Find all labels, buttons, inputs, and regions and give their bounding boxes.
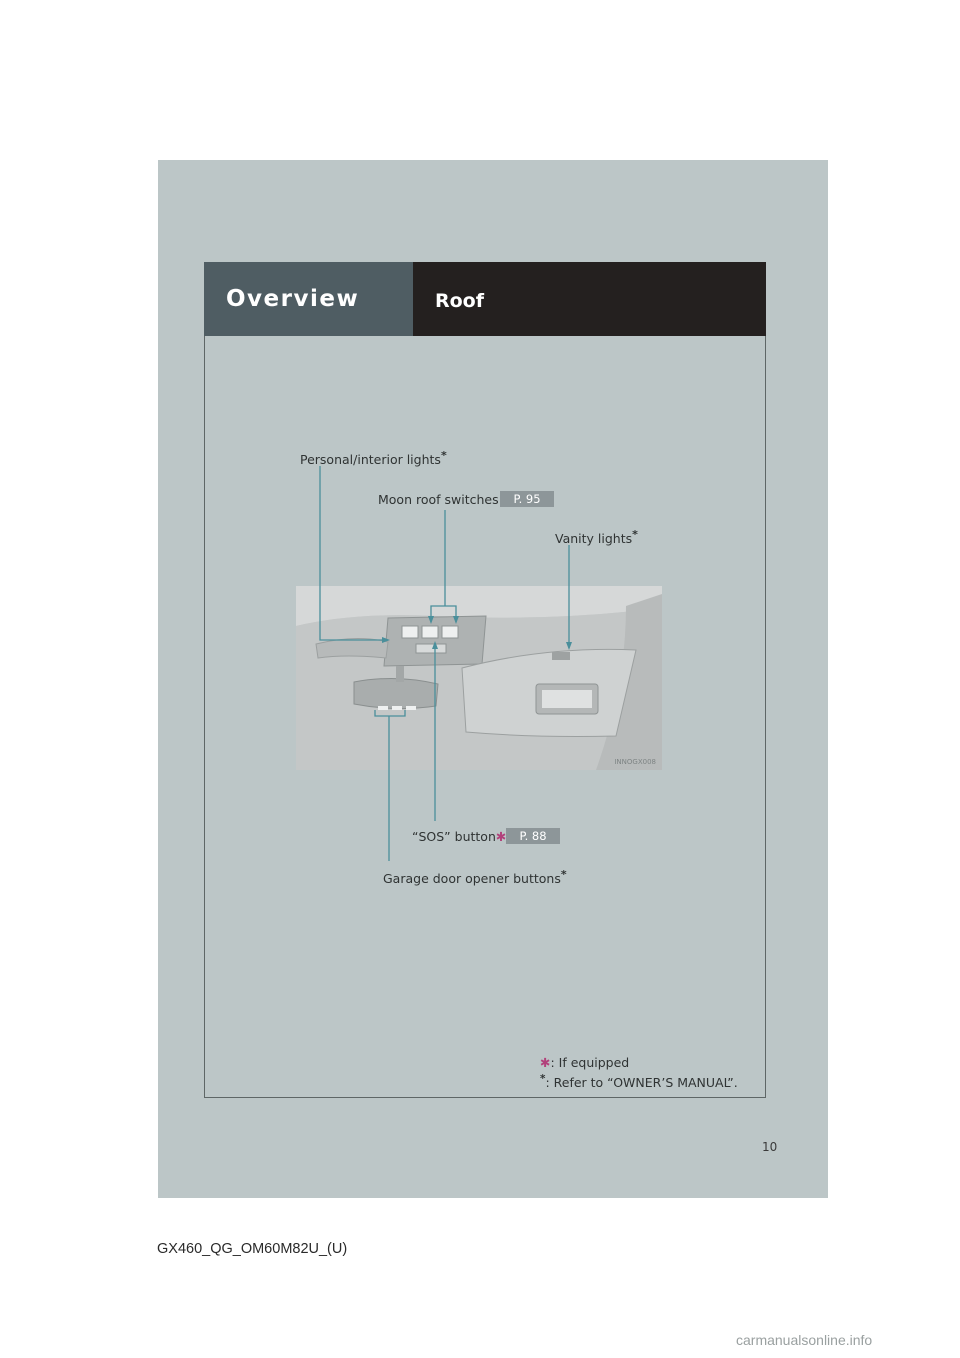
label-moon-roof: Moon roof switches [378, 492, 499, 507]
ref-badge-moon-roof[interactable]: P. 95 [500, 491, 554, 507]
page-title: Roof [413, 262, 766, 336]
pink-star-mark: ✱ [495, 829, 507, 844]
section-header: Overview [204, 262, 413, 336]
document-code: GX460_QG_OM60M82U_(U) [157, 1241, 348, 1257]
pink-star-mark: ✱ [540, 1055, 551, 1070]
ref-badge-sos[interactable]: P. 88 [506, 828, 560, 844]
label-garage-door: Garage door opener buttons* [383, 868, 567, 887]
label-vanity-lights: Vanity lights* [555, 528, 638, 547]
asterisk-mark: * [540, 1073, 546, 1085]
legend-owners-manual: *: Refer to “OWNER’S MANUAL”. [540, 1073, 738, 1091]
asterisk-mark: * [632, 528, 638, 541]
page-number: 10 [762, 1140, 778, 1154]
photo-id: INNOGX008 [614, 758, 656, 766]
roof-console-photo [296, 586, 662, 770]
label-sos-button: “SOS” button✱ [412, 829, 507, 844]
label-personal-lights: Personal/interior lights* [300, 449, 447, 468]
asterisk-mark: * [560, 868, 567, 881]
legend-if-equipped: ✱: If equipped [540, 1055, 630, 1070]
roof-console-illustration [296, 586, 662, 770]
watermark[interactable]: carmanualsonline.info [736, 1332, 873, 1348]
asterisk-mark: * [440, 449, 447, 462]
